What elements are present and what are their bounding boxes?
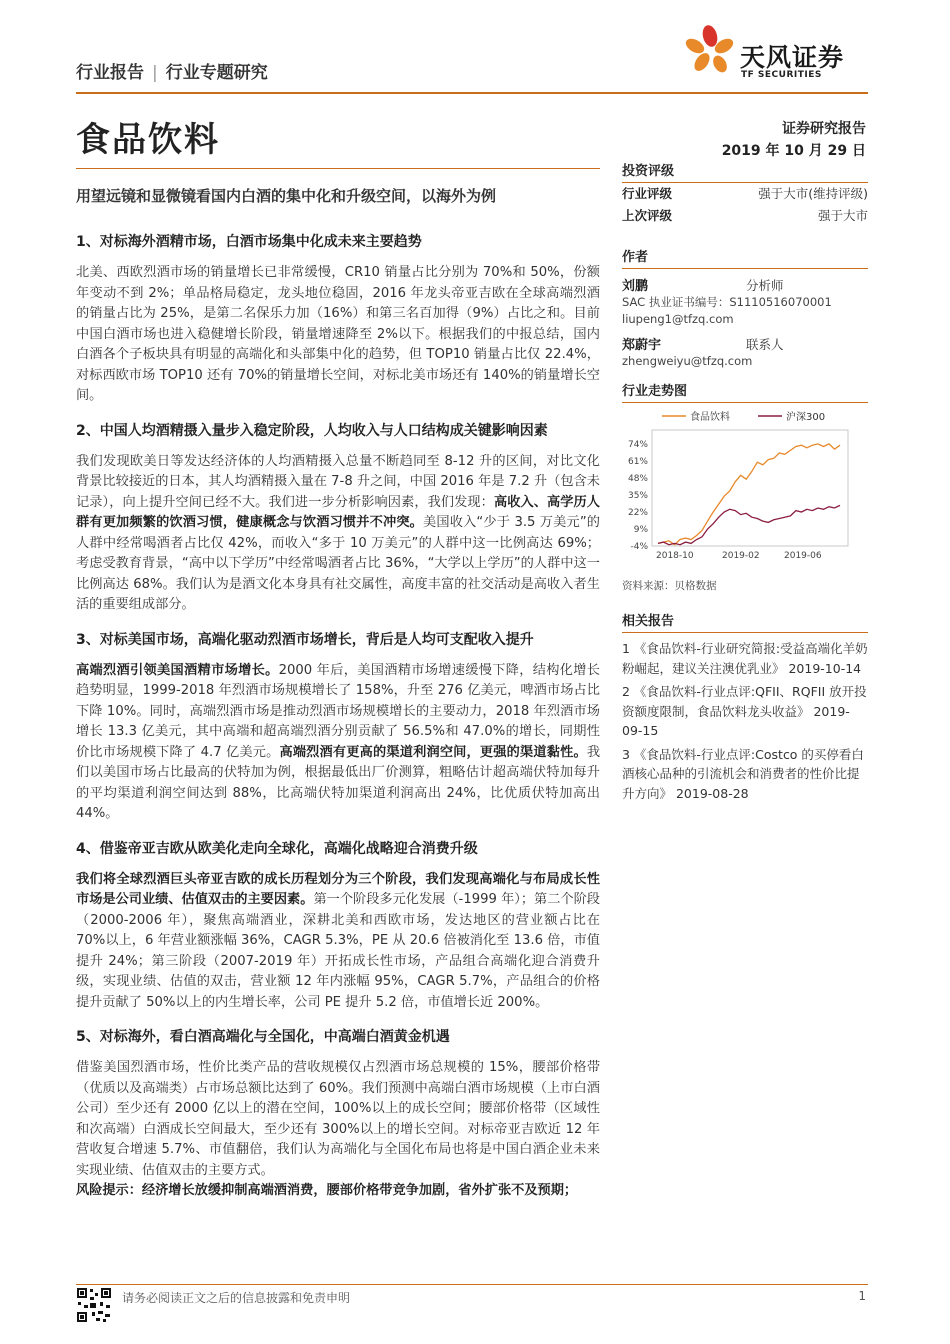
- section-heading: 4、借鉴帝亚吉欧从欧美化走向全球化，高端化战略迎合消费升级: [76, 840, 478, 857]
- body-paragraph: [76, 870, 600, 1014]
- flower-logo-icon: [680, 22, 740, 82]
- body-text: 借鉴美国烈酒市场，性价比类产品的营收规模仅占烈酒市场总规模的 15%，腰部价格带（优质以及高端类）占市场总额比达到了 60%。我们预测中高端白酒市场规模（上市白酒公司）至少还有 2000 亿以上的潜在空间，100%以上的成长空间；腰部价格带（区域性和次高端）白酒成长空间最大，至少还有 300%以上的增长空间。对标帝亚吉欧近 12 年营收复合增速 5.7%、市值翻倍，我们认为高端化与全国化布局也将是中国白酒企业未来实现业绩、估值双击的主要方式。: [76, 1060, 600, 1178]
- section-heading: 3、对标美国市场，高端化驱动烈酒市场增长，背后是人均可支配收入提升: [76, 631, 534, 648]
- footer-rule: [76, 1284, 868, 1285]
- headline: 用望远镜和显微镜看国内白酒的集中化和升级空间，以海外为例: [76, 187, 497, 205]
- related-panel: [622, 610, 868, 807]
- x-tick-label: 2018-10: [656, 551, 694, 561]
- author-name: 刘鹏: [622, 279, 649, 294]
- rating-panel: [622, 160, 868, 227]
- trend-chart: [622, 404, 868, 574]
- chart-source: 资料来源：贝格数据: [622, 580, 717, 592]
- subcategory-label: 行业专题研究: [165, 63, 268, 83]
- authors-title: 作者: [622, 246, 868, 269]
- y-tick-label: 22%: [627, 507, 648, 518]
- x-tick-label: 2019-02: [722, 551, 760, 561]
- brand-name: 天风证券: [740, 43, 845, 72]
- body-text: 我们以美国市场占比最高的伏特加为例，根据最低出厂价测算，粗略估计超高端伏特加每升的平均渠道利润空间达到 88%，比高端伏特加渠道利润高出 24%，比优质伏特加高出 44%。: [76, 744, 601, 821]
- author-email[interactable]: zhengweiyu@tfzq.com: [622, 354, 753, 368]
- author-role: 分析师: [746, 278, 784, 293]
- rating-row: [622, 183, 868, 205]
- legend-label: 食品饮料: [690, 412, 730, 423]
- body-paragraph: [76, 1181, 600, 1202]
- section-heading: 5、对标海外，看白酒高端化与全国化，中高端白酒黄金机遇: [76, 1029, 450, 1045]
- y-tick-label: 48%: [627, 473, 648, 484]
- y-tick-label: 61%: [627, 456, 648, 467]
- trend-panel: [622, 380, 868, 403]
- page-number: 1: [858, 1289, 866, 1303]
- legend-label: 沪深300: [786, 412, 826, 423]
- headline-rule: [76, 168, 600, 169]
- report-category: [76, 58, 268, 83]
- author-role: 联系人: [746, 337, 784, 352]
- trend-title: 行业走势图: [622, 380, 868, 403]
- header-rule: [76, 92, 868, 94]
- main-content: [76, 232, 600, 1216]
- report-date: 2019 年 10 月 29 日: [721, 143, 866, 159]
- body-text: 2000 年后，美国酒精市场增速缓慢下降，结构化增长趋势明显，1999-2018 年烈酒市场规模增长了 158%，升至 276 亿美元，啤酒市场占比下降 10%。同时，高端烈酒市场是推动烈酒市场规模增长的主要动力，2018 年烈酒市场增长 13.3 亿美元，其中高端和超高端烈酒分别贡献了 56.5%和 47.0%的增长，同期性价比市场规模下降了 4.7 亿美元。: [76, 662, 600, 760]
- author-name: 郑蔚宇: [622, 338, 662, 353]
- y-tick-label: -4%: [630, 542, 648, 552]
- body-text: 美国收入“少于 3.5 万美元”的人群中经常喝酒者占比仅 42%，而收入“多于 10 万美元”的人群中这一比例高达 69%；考虑受教育背景，“高中以下学历”中经常喝酒者占比 36%，“大学以上学历”的人群中这一比例高达 68%。我们认为是酒文化本身具有社交属性，高度丰富的社交活动是高收入者生活的重要组成部分。: [76, 515, 600, 612]
- emphasis-text: 我们将全球烈酒巨头帝亚吉欧的成长历程划分为三个阶段，我们发现高端化与布局成长性市场是公司业绩、估值双击的主要因素。: [76, 871, 600, 907]
- section-heading: 1、对标海外酒精市场，白酒市场集中化成未来主要趋势: [76, 234, 422, 250]
- related-report-link[interactable]: 2 《食品饮料-行业点评:QFII、RQFII 放开投资额度限制，食品饮料龙头收益》 2019-09-15: [622, 684, 867, 738]
- disclaimer-note: 请务必阅读正文之后的信息披露和免责申明: [122, 1291, 351, 1305]
- emphasis-text: 高收入、高学历人群有更加频繁的饮酒习惯，健康概念与饮酒习惯并不冲突。: [76, 494, 600, 530]
- author-cert: SAC 执业证书编号：S1110516070001: [622, 295, 832, 309]
- trend-chart-svg: [622, 404, 868, 574]
- sector-title: 食品饮料: [76, 120, 220, 160]
- author-block: [622, 275, 868, 328]
- rating-row: [622, 205, 868, 227]
- divider: |: [152, 63, 158, 83]
- body-paragraph: [76, 452, 600, 616]
- qr-code-icon: [76, 1287, 112, 1323]
- chart-frame: [652, 430, 848, 546]
- rating-value: 强于大市(维持评级): [758, 186, 868, 201]
- series-line-1: [658, 444, 840, 545]
- body-paragraph: [76, 263, 600, 407]
- x-tick-label: 2019-06: [784, 551, 822, 561]
- author-block: [622, 334, 868, 370]
- body-text: 第一个阶段多元化发展（-1999 年）；第二个阶段（2000-2006 年），聚焦高端酒业，深耕北美和西欧市场，发达地区的营业额占比在 70%以上，6 年营业额涨幅 36%，CAGR 5.3%，PE 从 20.6 倍被消化至 13.6 倍，市值提升 24%；第三阶段（2007-2019 年）开拓成长性市场，产品组合高端化迎合消费升级，实现业绩、估值的双击，营业额 12 年内涨幅 95%，CAGR 5.7%，产品组合的价格提升贡献了 50%以上的内生增长率，公司 PE 提升 5.2 倍，市值增长近 200%。: [76, 892, 600, 1010]
- body-paragraph: [76, 1058, 600, 1181]
- authors-panel: [622, 246, 868, 370]
- body-text: 我们发现欧美日等发达经济体的人均酒精摄入总量不断趋同至 8-12 升的区间，对比文化背景比较接近的日本，其人均酒精摄入量在 7-8 升之间，中国 2016 年是 7.2 升（包含未记录），向上提升空间已经不大。我们进一步分析影响因素，我们发现：: [76, 453, 600, 510]
- y-tick-label: 35%: [627, 490, 648, 501]
- emphasis-text: 风险提示：经济增长放缓抑制高端酒消费，腰部价格带竞争加剧，省外扩张不及预期；: [76, 1183, 578, 1198]
- author-email[interactable]: liupeng1@tfzq.com: [622, 312, 734, 326]
- body-paragraph: [76, 661, 600, 825]
- report-type: 证券研究报告: [782, 121, 866, 137]
- brand-name-en: TF SECURITIES: [741, 70, 822, 80]
- rating-value: 强于大市: [817, 208, 868, 223]
- body-text: 北美、西欧烈酒市场的销量增长已非常缓慢，CR10 销量占比分别为 70%和 50%，份额年变动不到 2%；单品格局稳定，龙头地位稳固，2016 年龙头帝亚吉欧在全球高端烈酒的销量占比为 25%，是第二名保乐力加（16%）和第三名百加得（9%）占比之和。目前中国白酒市场也进入稳健增长阶段，销量增速降至 2%以下。根据我们的中报总结，国内白酒各个子板块具有明显的高端化和头部集中化的趋势，但 TOP10 销量占比仅 22.4%，对标西欧市场 TOP10 还有 70%的销量增长空间，对标北美市场还有 140%的销量增长空间。: [76, 265, 600, 403]
- related-title: 相关报告: [622, 610, 868, 633]
- section-heading: 2、中国人均酒精摄入量步入稳定阶段，人均收入与人口结构成关键影响因素: [76, 422, 548, 439]
- emphasis-text: 高端烈酒有更高的渠道利润空间，更强的渠道黏性。: [279, 744, 587, 760]
- y-tick-label: 9%: [633, 524, 648, 535]
- category-label: 行业报告: [76, 63, 144, 83]
- rating-key: 上次评级: [622, 208, 673, 223]
- y-tick-label: 74%: [627, 439, 648, 450]
- emphasis-text: 高端烈酒引领美国酒精市场增长。: [76, 662, 279, 678]
- rating-key: 行业评级: [622, 186, 673, 201]
- related-report-link[interactable]: 1 《食品饮料-行业研究简报:受益高端化羊奶粉崛起，建议关注澳优乳业》 2019-10-14: [622, 641, 868, 676]
- related-report-link[interactable]: 3 《食品饮料-行业点评:Costco 的买停看白酒核心品种的引流机会和消费者的性价比提升方向》 2019-08-28: [622, 746, 864, 801]
- rating-title: 投资评级: [622, 160, 868, 183]
